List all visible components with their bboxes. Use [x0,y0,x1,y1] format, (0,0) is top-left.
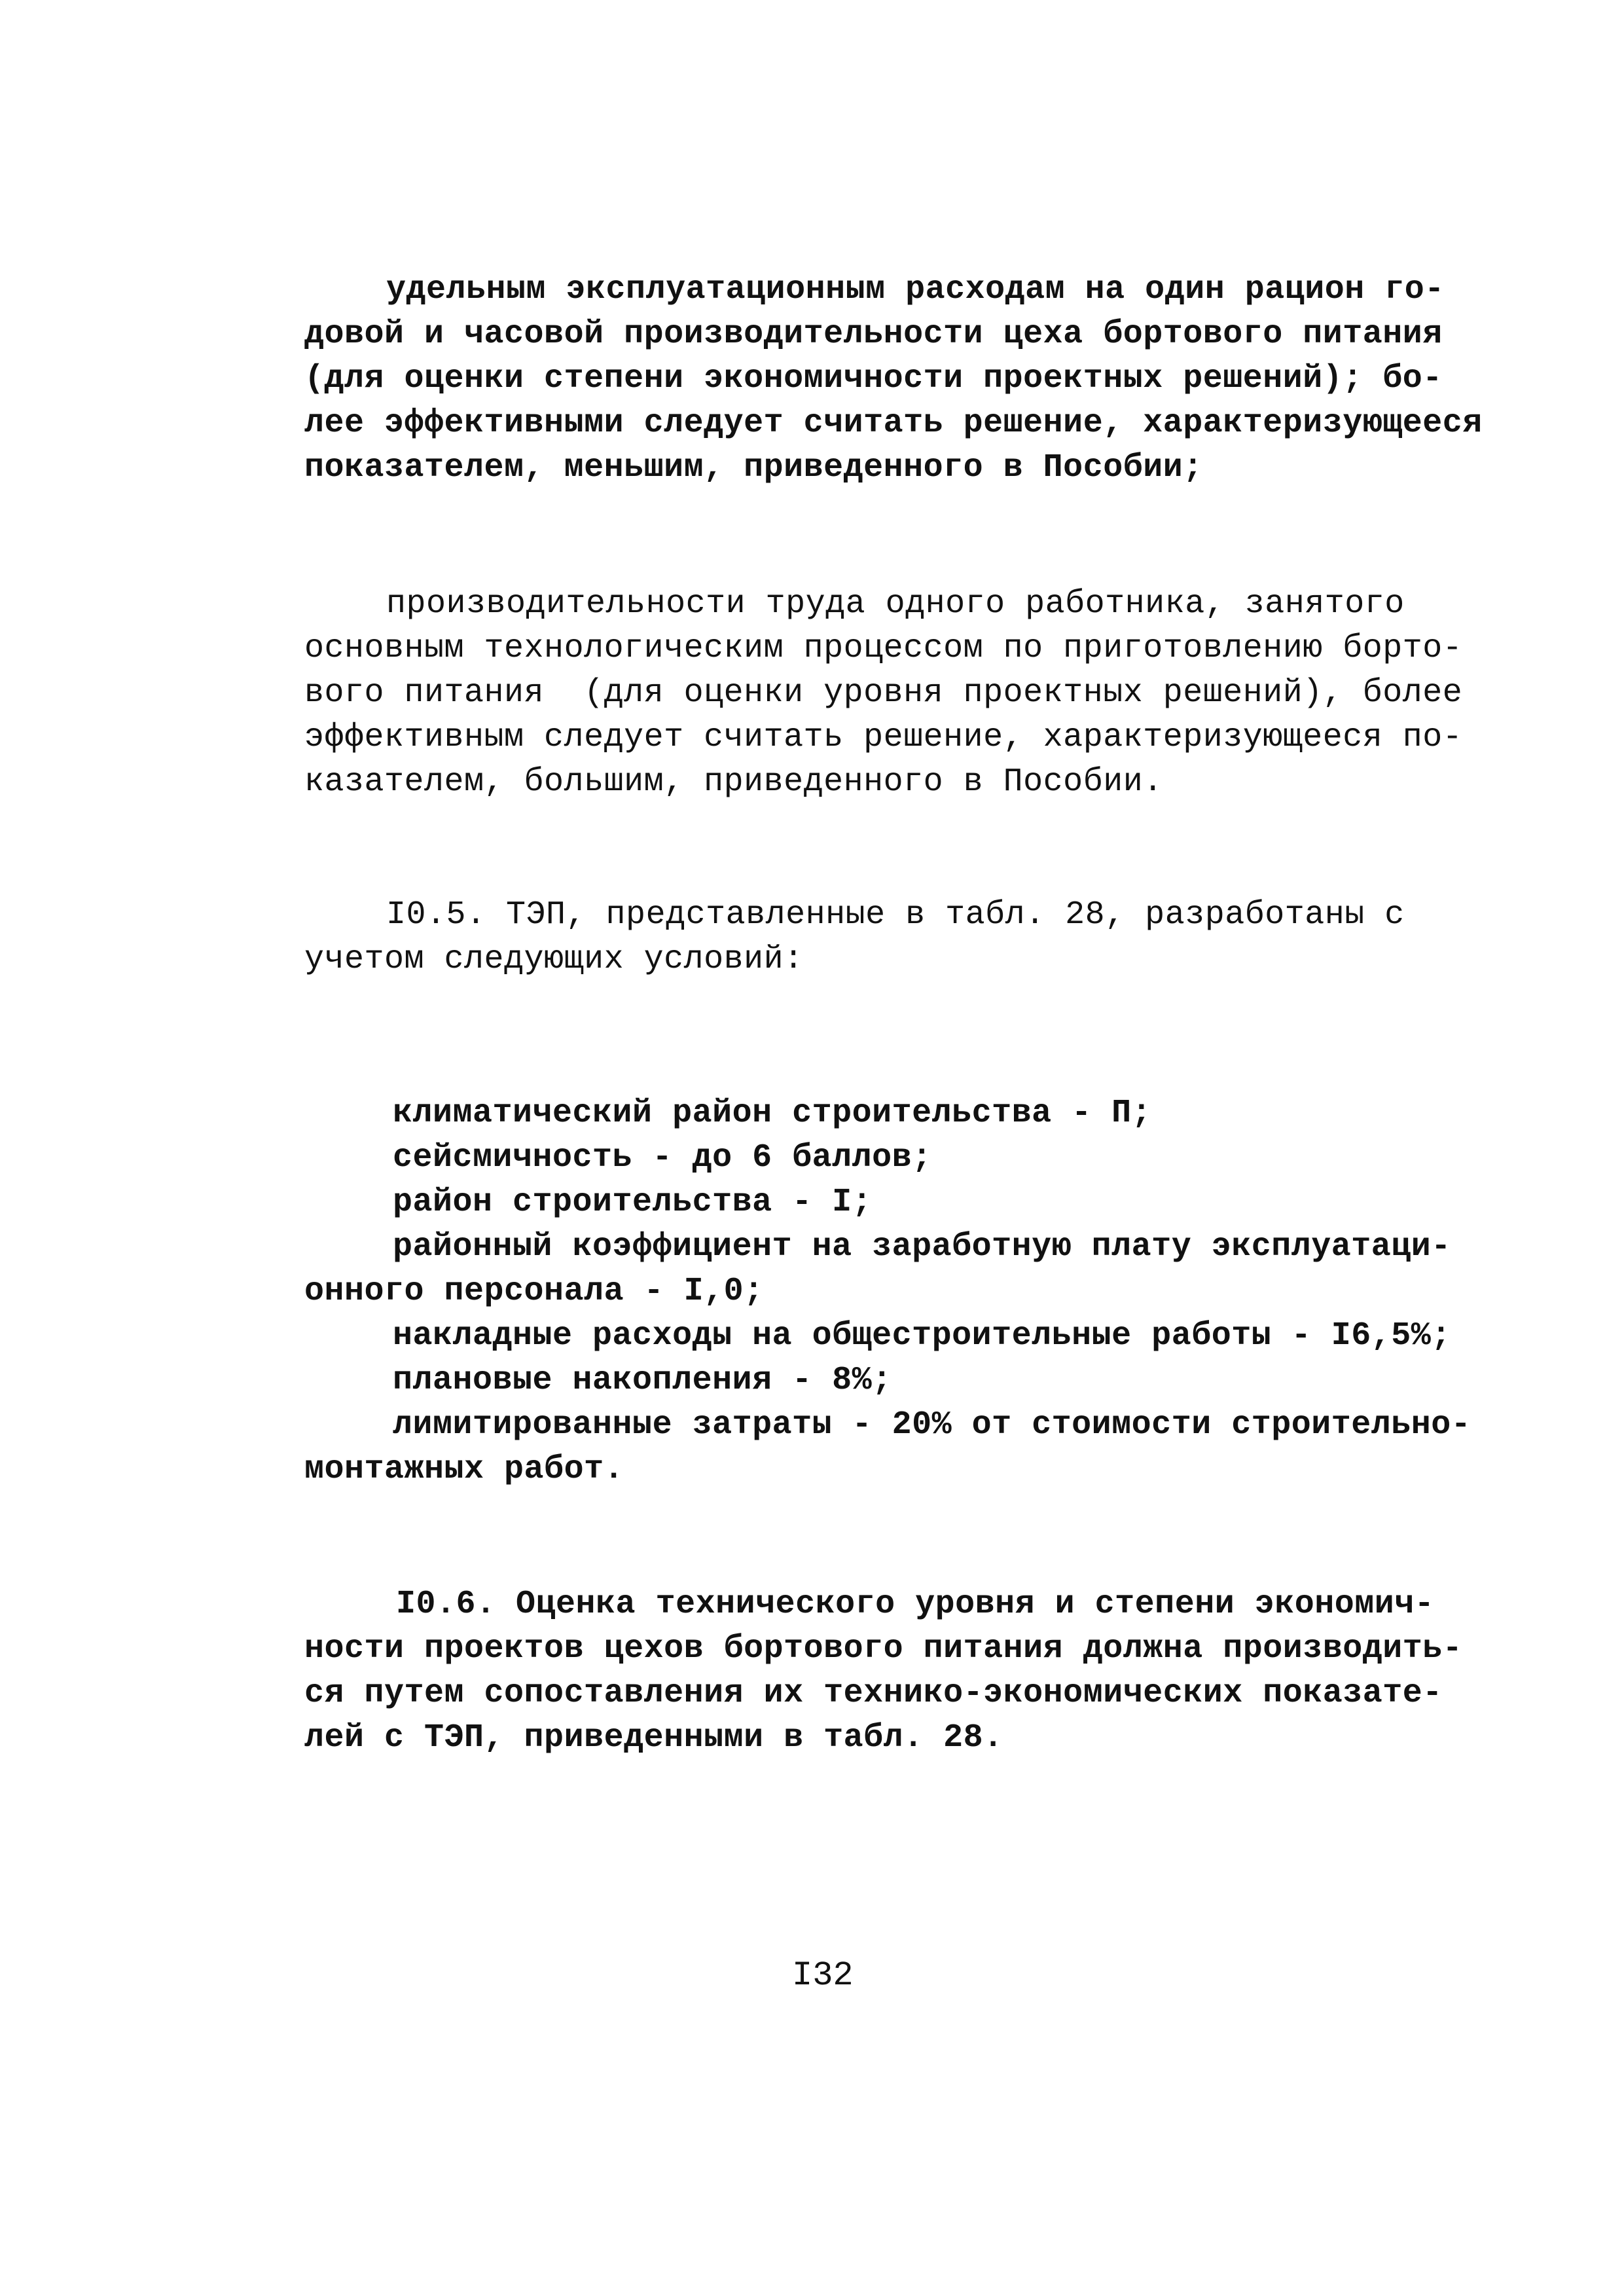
text-line: вого питания (для оценки уровня проектных решений), более [304,674,1463,712]
condition-item-continuation: онного персонала - I,0; [304,1273,764,1310]
text-line: ности проектов цехов бортового питания должна производить- [304,1630,1463,1667]
text-line: (для оценки степени экономичности проектных решений); бо- [304,360,1443,397]
condition-item-continuation: монтажных работ. [304,1451,624,1488]
page-number: I32 [792,1956,854,1995]
text-line: довой и часовой производительности цеха бортового питания [304,316,1443,353]
text-line: лей с ТЭП, приведенными в табл. 28. [304,1719,1003,1757]
condition-item: лимитированные затраты - 20% от стоимости строительно- [393,1406,1471,1444]
condition-item: сейсмичность - до 6 баллов; [393,1139,932,1176]
section-heading-10-6: I0.6. Оценка технического уровня и степени экономич- [396,1586,1435,1623]
section-heading-10-5: I0.5. ТЭП, представленные в табл. 28, разработаны с [386,896,1405,934]
text-line: казателем, большим, приведенного в Пособии. [304,763,1163,801]
condition-item: накладные расходы на общестроительные работы - I6,5%; [393,1317,1451,1355]
condition-item: плановые накопления - 8%; [393,1362,892,1399]
condition-item: климатический район строительства - П; [393,1095,1152,1132]
text-line: производительности труда одного работника, занятого [386,585,1405,623]
text-line: лее эффективными следует считать решение, характеризующееся [304,405,1483,442]
text-line: учетом следующих условий: [304,941,804,978]
condition-item: район строительства - I; [393,1184,873,1221]
text-line: ся путем сопоставления их технико-экономических показате- [304,1675,1443,1712]
text-line: удельным эксплуатационным расходам на один рацион го- [386,271,1445,308]
text-line: основным технологическим процессом по приготовлению борто- [304,630,1463,667]
text-line: эффективным следует считать решение, характеризующееся по- [304,719,1463,756]
condition-item: районный коэффициент на заработную плату эксплуатаци- [393,1228,1451,1266]
text-line: показателем, меньшим, приведенного в Пособии; [304,449,1203,486]
